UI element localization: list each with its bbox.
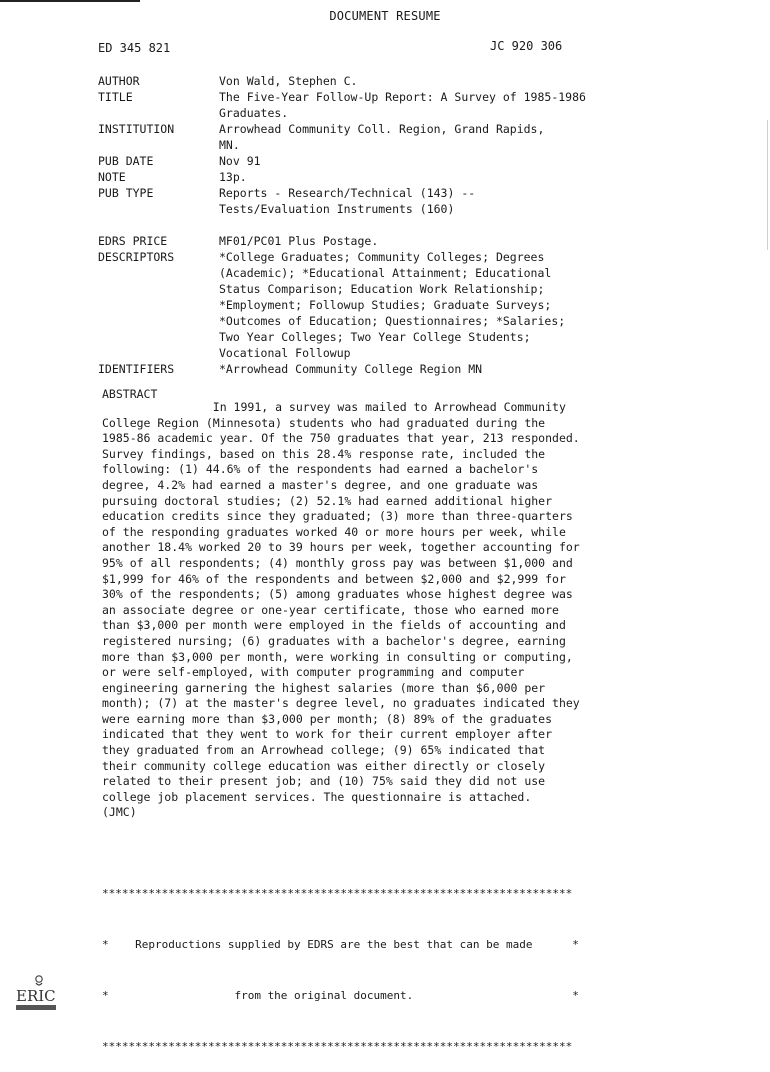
author-row (98, 73, 658, 89)
edrs-price-row (98, 233, 658, 249)
eric-logo-text: ERIC (16, 987, 56, 1005)
title-value: The Five-Year Follow-Up Report: A Survey of 1985-1986 Graduates. (219, 90, 586, 120)
reproduction-notice (102, 851, 662, 1072)
descriptors-label: DESCRIPTORS (98, 250, 175, 264)
bibliographic-fields (98, 73, 658, 377)
descriptors-value: *College Graduates; Community Colleges; Degrees (Academic); *Educational Attainment; Educational Status Comparison; Education Work Relationship; *Employment; Followup Studies; Graduate Surveys; *Outcomes of Education; Questionnaires; *Salaries; Two Year Colleges; Two Year College Students; Vocational Followup (219, 250, 566, 360)
descriptors-row (98, 249, 658, 361)
abstract-heading: ABSTRACT (102, 387, 158, 401)
identifiers-value: *Arrowhead Community College Region MN (219, 362, 483, 376)
ed-accession-number: ED 345 821 (98, 41, 171, 55)
pub-date-row (98, 153, 658, 169)
pub-type-label: PUB TYPE (98, 186, 154, 200)
pub-date-value: Nov 91 (219, 154, 261, 168)
author-label: AUTHOR (98, 74, 140, 88)
scan-artifact-top-line (0, 0, 140, 2)
institution-label: INSTITUTION (98, 122, 175, 136)
edrs-price-label: EDRS PRICE (98, 234, 168, 248)
notice-line-1: * Reproductions supplied by EDRS are the best that can be made * (102, 938, 579, 951)
scan-artifact-right-edge (767, 120, 768, 250)
document-title: DOCUMENT RESUME (329, 9, 441, 23)
title-label: TITLE (98, 90, 133, 104)
note-row (98, 169, 658, 185)
identifiers-label: IDENTIFIERS (98, 362, 175, 376)
notice-border-top: *********************************************************************** (102, 887, 573, 900)
eric-logo-icon (14, 974, 60, 1014)
note-value: 13p. (219, 170, 247, 184)
abstract-body: In 1991, a survey was mailed to Arrowhead Community College Region (Minnesota) students who had graduated during the 1985-86 academic year. Of the 750 graduates that year, 213 responded. Survey findings, based on this 28.4% response rate, included the following: (1) 44.6% of the respondents had earned a bachelor's degree, 4.2% had earned a master's degree, and one graduate was pursuing doctoral studies; (2) 52.1% had earned additional higher education credits since they graduated; (3) more than three-quarters of the responding graduates worked 40 or more hours per week, while another 18.4% worked 20 to 39 hours per week, together accounting for 95% of all respondents; (4) monthly gross pay was between $1,000 and $1,999 for 46% of the respondents and between $2,000 and $2,999 for 30% of the respondents; (5) among graduates whose highest degree was an associate degree or one-year certificate, those who earned more than $3,000 per month were employed in the fields of accounting and registered nursing; (6) graduates with a bachelor's degree, earning more than $3,000 per month, were working in consulting or computing, or were self-employed, with computer programming and computer engineering garnering the highest salaries (more than $6,000 per month); (7) at the master's degree level, no graduates indicated they were earning more than $3,000 per month; (8) 89% of the graduates indicated that they went to work for their current employer after they graduated from an Arrowhead college; (9) 65% indicated that their community college education was either directly or closely related to their present job; and (10) 75% said they did not use college job placement services. The questionnaire is attached. (JMC) (102, 400, 580, 820)
pub-type-value: Reports - Research/Technical (143) -- Tests/Evaluation Instruments (160) (219, 186, 476, 216)
author-value: Von Wald, Stephen C. (219, 74, 358, 88)
jc-clearinghouse-number: JC 920 306 (490, 39, 563, 53)
note-label: NOTE (98, 170, 126, 184)
identifiers-row (98, 361, 658, 377)
notice-border-bottom: *********************************************************************** (102, 1040, 573, 1053)
pub-type-row (98, 185, 658, 217)
institution-value: Arrowhead Community Coll. Region, Grand Rapids, MN. (219, 122, 545, 152)
title-row (98, 89, 658, 121)
eric-logo (14, 974, 60, 1014)
edrs-price-value: MF01/PC01 Plus Postage. (219, 234, 379, 248)
pub-date-label: PUB DATE (98, 154, 154, 168)
institution-row (98, 121, 658, 153)
notice-line-2: * from the original document. * (102, 989, 579, 1002)
